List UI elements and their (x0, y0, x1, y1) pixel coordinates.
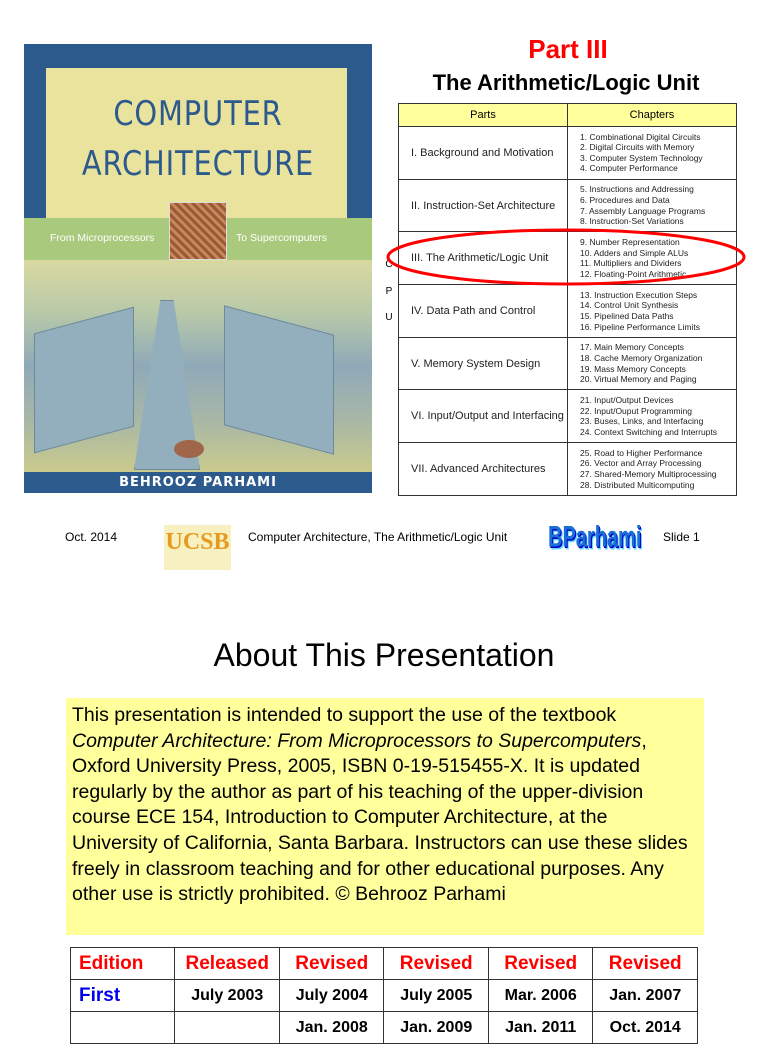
chapter-list (568, 127, 737, 180)
chapter-item: 2. Digital Circuits with Memory (580, 142, 695, 153)
highlight-ellipse (384, 226, 748, 288)
chapter-item: 6. Procedures and Data (580, 194, 670, 205)
book-title: Computer Architecture: From Microprocessors to Supercomputers (72, 729, 642, 752)
editions-header-cell: Released (175, 948, 280, 980)
editions-header-cell: Revised (280, 948, 384, 980)
author-logo: BParhami (548, 521, 642, 554)
chapter-list (568, 443, 737, 496)
header-parts: Parts (399, 104, 568, 127)
cover-author: BEHROOZ PARHAMI (119, 475, 277, 490)
editions-header-cell: Revised (593, 948, 698, 980)
cpu-letter: P (385, 285, 393, 297)
table-row (399, 285, 737, 338)
editions-header-cell: Revised (488, 948, 592, 980)
editions-header-cell: Revised (384, 948, 488, 980)
book-cover (24, 44, 372, 493)
chapter-item: 16. Pipeline Performance Limits (580, 321, 701, 332)
about-text: This presentation is intended to support the use of the textbook (72, 704, 617, 726)
chapter-item: 25. Road to Higher Performance (580, 447, 703, 458)
slide-number: Slide 1 (663, 530, 700, 544)
chapter-list (568, 337, 737, 390)
chapter-item: 15. Pipelined Data Paths (580, 310, 674, 321)
chapter-item: 3. Computer System Technology (580, 152, 703, 163)
cover-title-panel (46, 68, 347, 218)
chapter-item: 19. Mass Memory Concepts (580, 363, 686, 374)
table-row (399, 390, 737, 443)
ucsb-logo: UCSB (164, 525, 231, 570)
parts-chapters-table (398, 103, 737, 496)
part-title: The Arithmetic/Logic Unit (432, 70, 700, 95)
editions-table (70, 947, 698, 1044)
table-row (399, 127, 737, 180)
part-name: III. The Arithmetic/Logic Unit (399, 232, 568, 285)
chapter-item: 4. Computer Performance (580, 163, 678, 174)
chapter-item: 23. Buses, Links, and Interfacing (580, 416, 704, 427)
chapter-item: 10. Adders and Simple ALUs (580, 247, 689, 258)
editions-cell: Jan. 2008 (280, 1012, 384, 1044)
chapter-item: 7. Assembly Language Programs (580, 205, 706, 216)
chapter-item: 11. Multipliers and Dividers (580, 258, 682, 269)
chapter-item: 14. Control Unit Synthesis (580, 300, 679, 311)
table-row (399, 179, 737, 232)
cover-subtitle-right: To Supercomputers (236, 232, 328, 244)
chapter-item: 22. Input/Ouput Programming (580, 405, 692, 416)
chapter-item: 5. Instructions and Addressing (580, 184, 694, 195)
editions-cell: Oct. 2014 (593, 1012, 698, 1044)
cpu-letter: U (385, 312, 393, 323)
header-chapters: Chapters (568, 104, 737, 127)
cover-subtitle-left: From Microprocessors (50, 232, 155, 244)
slide-title: About This Presentation (213, 637, 555, 673)
chapter-item: 13. Instruction Execution Steps (580, 289, 698, 300)
editions-cell: Mar. 2006 (488, 980, 592, 1012)
chapter-item: 24. Context Switching and Interrupts (580, 426, 718, 437)
editions-cell (175, 1012, 280, 1044)
table-row (399, 337, 737, 390)
chapter-list (568, 390, 737, 443)
chapter-item: 28. Distributed Multicomputing (580, 479, 695, 490)
chapter-item: 12. Floating-Point Arithmetic (580, 268, 687, 279)
chapter-list (568, 285, 737, 338)
about-text-box (66, 698, 704, 935)
cover-title-line2: ARCHITECTURE (81, 144, 315, 184)
part-name: V. Memory System Design (399, 337, 568, 390)
part-number: Part III (528, 34, 608, 64)
chapter-item: 21. Input/Output Devices (580, 395, 674, 406)
table-row (71, 1012, 698, 1044)
editions-cell: Jan. 2007 (593, 980, 698, 1012)
part-name: II. Instruction-Set Architecture (399, 179, 568, 232)
chapter-item: 17. Main Memory Concepts (580, 342, 684, 353)
footer-title: Computer Architecture, The Arithmetic/Logic Unit (248, 530, 508, 544)
editions-cell: July 2004 (280, 980, 384, 1012)
editions-cell: Jan. 2009 (384, 1012, 488, 1044)
editions-cell (71, 1012, 175, 1044)
editions-cell: July 2003 (175, 980, 280, 1012)
editions-cell: First (71, 980, 175, 1012)
chapter-item: 1. Combinational Digital Circuits (580, 131, 701, 142)
table-row (71, 980, 698, 1012)
chapter-item: 20. Virtual Memory and Paging (580, 374, 697, 385)
chapter-item: 9. Number Representation (580, 237, 680, 248)
chapter-item: 18. Cache Memory Organization (580, 353, 703, 363)
editions-header-cell: Edition (71, 948, 175, 980)
chapter-item: 26. Vector and Array Processing (580, 458, 702, 469)
editions-header-row (71, 948, 698, 980)
chapter-list (568, 179, 737, 232)
chapter-item: 8. Instruction-Set Variations (580, 216, 684, 227)
footer-date: Oct. 2014 (65, 530, 118, 544)
cover-title-line1: COMPUTER (113, 94, 283, 134)
table-row (399, 443, 737, 496)
slide-footer (0, 521, 768, 571)
editions-cell: July 2005 (384, 980, 488, 1012)
about-text: , Oxford University Press, 2005, ISBN 0-19-515455-X. It is updated regularly by the author as part of his teaching of the upper-division course ECE 154, Introduction to Computer Architecture, at the University of California, Santa Barbara. Instructors can use these slides freely in classroom teaching and for other educational purposes. Any other use is strictly prohibited. © Behrooz Parhami (72, 729, 688, 906)
part-name: VII. Advanced Architectures (399, 443, 568, 496)
part-name: I. Background and Motivation (399, 127, 568, 180)
editions-cell: Jan. 2011 (488, 1012, 592, 1044)
chip-image (169, 202, 227, 260)
supercomputer-photo (24, 260, 372, 472)
cpu-letter: C (385, 259, 393, 270)
part-name: VI. Input/Output and Interfacing (399, 390, 568, 443)
part-name: IV. Data Path and Control (399, 285, 568, 338)
chapter-item: 27. Shared-Memory Multiprocessing (580, 468, 717, 479)
